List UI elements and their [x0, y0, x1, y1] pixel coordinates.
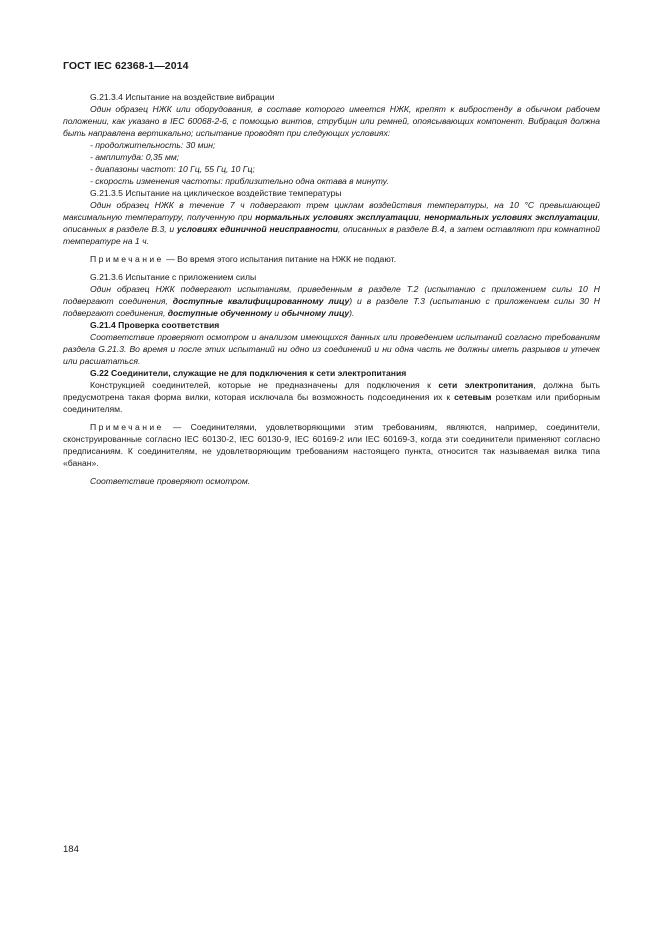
section-heading-compliance: G.21.4 Проверка соответствия — [90, 320, 220, 330]
paragraph-vibration: Один образец НЖК или оборудования, в составе которого имеется НЖК, крепят к вибростенду в обычном рабочем положении, как указано в IEC 60068-2-6, с помощью винтов, струбцин или ремней, опоясывающих компонент. Вибрация должна быть направлена вертикально; испытание проводят при следующих условиях: — [63, 104, 600, 138]
list-item: - скорость изменения частоты: приблизительно одна октава в минуту. — [90, 176, 389, 186]
document-body — [63, 91, 600, 487]
document-header: ГОСТ IEC 62368-1—2014 — [63, 60, 189, 72]
page-number: 184 — [63, 844, 79, 855]
section-heading-connectors: G.22 Соединители, служащие не для подключения к сети электропитания — [90, 368, 407, 378]
section-heading-force: G.21.3.6 Испытание с приложением силы — [90, 272, 257, 282]
paragraph-compliance: Соответствие проверяют осмотром и анализом имеющихся данных или проведением испытаний согласно требованиям раздела G.21.3. Во время и после этих испытаний ни одно из соединений и ни одна часть не должны иметь разрывов и утечек или расшататься. — [63, 332, 600, 366]
section-heading-vibration: G.21.3.4 Испытание на воздействие вибрации — [90, 92, 275, 102]
list-item: - амплитуда: 0,35 мм; — [90, 152, 180, 162]
note-power: Примечание — Во время этого испытания питание на НЖК не подают. — [90, 254, 396, 264]
note-connectors: Примечание — Соединителями, удовлетворяющими этим требованиям, являются, например, соединители, сконструированные согласно IEC 60130-2, IEC 60130-9, IEC 60169-2 или IEC 60169-3, когда эти соединители применяют согласно предписаниям. К соединителям, не удовлетворяющим требованиям настоящего пункта, относится так называемая вилка типа «банан». — [63, 422, 600, 468]
section-heading-thermal-cycling: G.21.3.5 Испытание на циклическое воздействие температуры — [90, 188, 342, 198]
list-item: - диапазоны частот: 10 Гц, 55 Гц, 10 Гц; — [90, 164, 255, 174]
paragraph-inspection: Соответствие проверяют осмотром. — [90, 476, 251, 486]
paragraph-force: Один образец НЖК подвергают испытаниям, приведенным в разделе Т.2 (испытанию с приложением силы 10 Н подвергают соединения, доступные квалифицированному лицу) и в разделе Т.3 (испытанию с приложением силы 30 Н подвергают соединения, доступные обученному и обычному лицу). — [63, 284, 601, 318]
list-item: - продолжительность: 30 мин; — [90, 140, 216, 150]
paragraph-thermal-cycling: Один образец НЖК в течение 7 ч подвергают трем циклам воздействия температуры, на 10 °С превышающей максимальную температуру, полученную при нормальных условиях эксплуатации, ненормальных условиях эксплуатации, описанных в разделе В.3, и условиях единичной неисправности, описанных в разделе В.4, а затем оставляют при комнатной температуре на 1 ч. — [63, 200, 601, 246]
paragraph-connectors: Конструкцией соединителей, которые не предназначены для подключения к сети электропитания, должна быть предусмотрена такая форма вилки, которая исключала бы возможность подсоединения их к сетевым розеткам или приборным соединителям. — [63, 380, 600, 414]
